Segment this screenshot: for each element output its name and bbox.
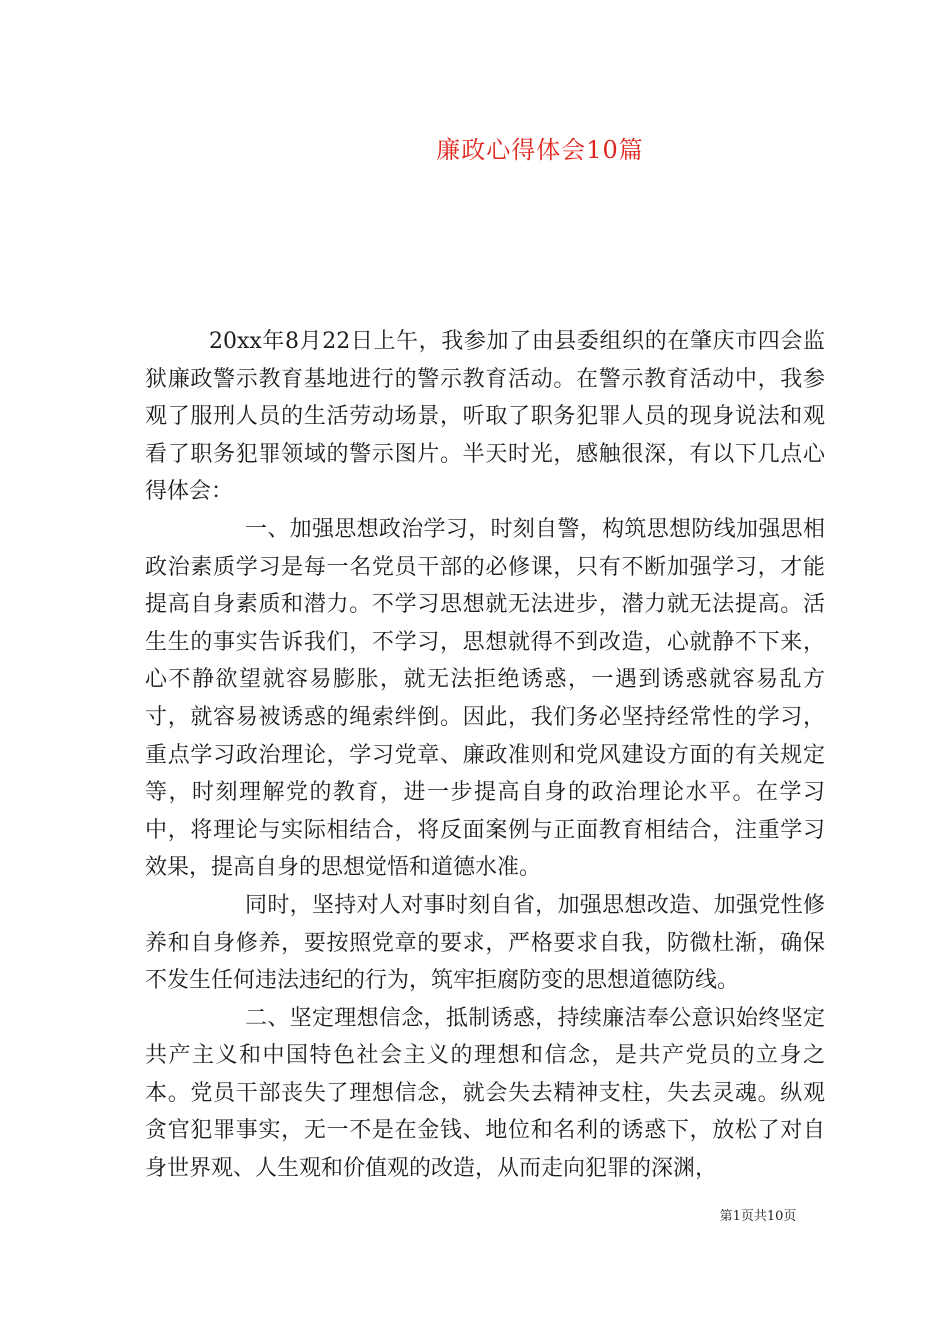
- document-title: 廉政心得体会10篇: [436, 136, 644, 164]
- page-number-footer: 第1页共10页: [719, 1209, 797, 1224]
- document-body: [145, 323, 825, 1188]
- paragraph-intro: 20xx年8月22日上午，我参加了由县委组织的在肇庆市四会监狱廉政警示教育基地进行的警示教育活动。在警示教育活动中，我参观了服刑人员的生活劳动场景，听取了职务犯罪人员的现身说法和观看了职务犯罪领域的警示图片。半天时光，感触很深，有以下几点心得体会：: [145, 329, 825, 505]
- paragraph-section-one: 一、加强思想政治学习，时刻自警，构筑思想防线加强思相政治素质学习是每一名党员干部的必修课，只有不断加强学习，才能提高自身素质和潜力。不学习思想就无法进步，潜力就无法提高。活生生的事实告诉我们，不学习，思想就得不到改造，心就静不下来，心不静欲望就容易膨胀，就无法拒绝诱惑，一遇到诱惑就容易乱方寸，就容易被诱惑的绳索绊倒。因此，我们务必坚持经常性的学习，重点学习政治理论，学习党章、廉政准则和党风建设方面的有关规定等，时刻理解党的教育，进一步提高自身的政治理论水平。在学习中，将理论与实际相结合，将反面案例与正面教育相结合，注重学习效果，提高自身的思想觉悟和道德水准。: [145, 516, 825, 881]
- paragraph-meanwhile: 同时，坚持对人对事时刻自省，加强思想改造、加强党性修养和自身修养，要按照党章的要求，严格要求自我，防微杜渐，确保不发生任何违法违纪的行为，筑牢拒腐防变的思想道德防线。: [145, 892, 825, 994]
- paragraph-section-two: 二、坚定理想信念，抵制诱惑，持续廉洁奉公意识始终坚定共产主义和中国特色社会主义的理想和信念，是共产党员的立身之本。党员干部丧失了理想信念，就会失去精神支柱，失去灵魂。纵观贪官犯罪事实，无一不是在金钱、地位和名利的诱惑下，放松了对自身世界观、人生观和价值观的改造，从而走向犯罪的深渊，: [145, 1005, 825, 1182]
